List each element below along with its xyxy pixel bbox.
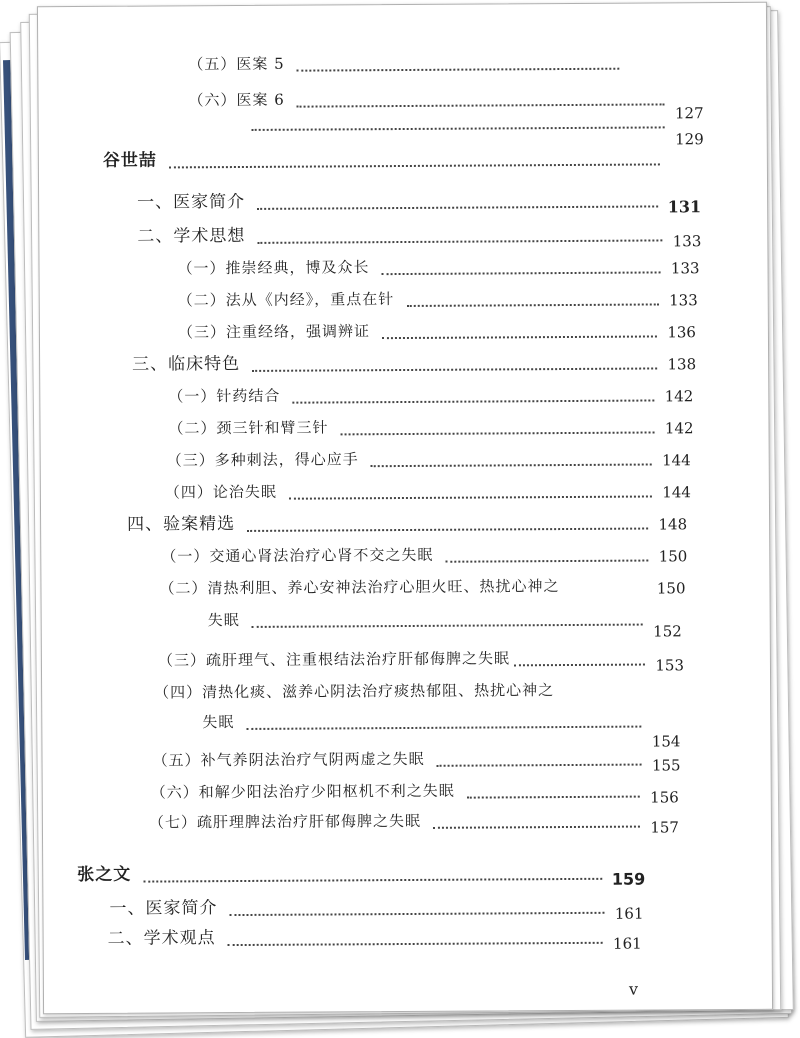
toc-entry-page: 142 — [664, 419, 694, 438]
toc-entry-label: 张之文 — [77, 864, 132, 886]
toc-entry-page: 159 — [611, 869, 646, 889]
toc-entry-page: 129 — [675, 130, 704, 149]
toc-page — [37, 2, 773, 1014]
toc-entry-page: 133 — [670, 259, 700, 278]
toc-entry-page: 156 — [650, 788, 679, 807]
toc-entry-label: （七）疏肝理脾法治疗肝郁侮脾之失眠 — [148, 811, 421, 832]
toc-entry-page: 150 — [658, 547, 688, 566]
toc-entry-label: 三、临床特色 — [132, 354, 241, 375]
toc-entry[interactable] — [165, 479, 691, 502]
toc-entry-label: 二、学术思想 — [137, 225, 246, 247]
leader-dots — [246, 726, 641, 730]
toc-entry[interactable] — [188, 51, 658, 74]
toc-entry-label: （五）医案 5 — [188, 54, 285, 74]
leader-dots — [252, 126, 665, 131]
leader-dots — [382, 271, 661, 275]
toc-entry[interactable] — [107, 926, 642, 953]
toc-entry-page: 152 — [653, 622, 682, 641]
leader-dots — [341, 431, 655, 435]
toc-entry[interactable] — [148, 809, 680, 837]
toc-entry-label: （二）法从《内经》，重点在针 — [177, 290, 395, 310]
page-number: v — [628, 979, 639, 999]
toc-entry[interactable] — [137, 223, 702, 251]
toc-entry-page: 136 — [667, 323, 696, 342]
toc-entry-page: 161 — [614, 904, 644, 923]
leader-dots — [247, 528, 648, 532]
toc-entry-label: （六）医案 6 — [188, 90, 285, 110]
leader-dots — [433, 826, 640, 829]
leader-dots — [437, 764, 642, 767]
leader-dots — [292, 399, 654, 403]
leader-dots — [257, 239, 662, 243]
toc-entry[interactable] — [159, 575, 685, 598]
leader-dots — [252, 624, 643, 628]
toc-entry-label: 一、医家简介 — [137, 191, 246, 213]
toc-entry[interactable] — [152, 747, 681, 775]
toc-entry[interactable] — [167, 447, 691, 470]
toc-entry[interactable] — [127, 511, 687, 534]
toc-entry-continuation — [207, 607, 682, 641]
toc-author-entry[interactable] — [103, 147, 703, 171]
toc-entry-label: （四）论治失眠 — [164, 482, 277, 502]
toc-entry-label: 失眠 — [207, 611, 240, 630]
toc-entry[interactable] — [178, 287, 698, 310]
toc-entry-label: 失眠 — [202, 713, 235, 732]
leader-dots — [252, 367, 657, 371]
toc-entry[interactable] — [168, 383, 693, 406]
toc-entry[interactable] — [157, 647, 685, 675]
toc-entry-label: （一）推崇经典，博及众长 — [177, 258, 370, 278]
toc-author-entry[interactable] — [77, 862, 646, 889]
toc-entry-label: （一）针药结合 — [168, 386, 281, 406]
toc-entry-page: 148 — [658, 515, 688, 534]
toc-entry-page: 138 — [667, 355, 697, 374]
toc-entry[interactable] — [178, 319, 696, 342]
toc-entry-page: 155 — [651, 756, 681, 775]
toc-entry-label: （四）清热化痰、滋养心阴法治疗痰热郁阻、热扰心神之 — [154, 681, 555, 702]
leader-dots — [445, 560, 648, 563]
toc-entry-label: 谷世喆 — [102, 150, 157, 171]
toc-entry-continuation — [202, 709, 681, 751]
toc-entry[interactable] — [109, 896, 644, 923]
toc-entry-page: 133 — [669, 291, 698, 310]
leader-dots — [371, 463, 652, 467]
toc-entry[interactable] — [154, 679, 682, 702]
toc-entry-page: 144 — [662, 451, 691, 470]
toc-entry[interactable] — [150, 779, 679, 807]
toc-entry[interactable] — [177, 255, 699, 278]
toc-entry-label: （三）注重经络，强调辨证 — [177, 322, 370, 342]
toc-entry-page: 150 — [656, 579, 686, 598]
toc-entry-page: 157 — [650, 818, 680, 837]
toc-entry-page: 131 — [667, 197, 702, 217]
toc-entry-label: 一、医家简介 — [109, 898, 218, 919]
toc-entry[interactable] — [161, 543, 687, 566]
toc-entry-label: （六）和解少阳法治疗少阳枢机不利之失眠 — [150, 781, 455, 802]
leader-dots — [514, 664, 645, 667]
leader-dots — [297, 68, 620, 72]
leader-dots — [257, 205, 658, 209]
toc-entry-page: 144 — [662, 483, 691, 502]
toc-entry-label: （一）交通心肾法治疗心肾不交之失眠 — [161, 545, 434, 566]
leader-dots — [169, 163, 660, 168]
toc-entry-label: （二）颈三针和臂三针 — [168, 418, 329, 438]
toc-entry-page: 154 — [651, 732, 681, 751]
leader-dots — [229, 912, 604, 916]
toc-entry-label: （三）多种刺法，得心应手 — [166, 450, 359, 470]
leader-dots — [406, 303, 659, 307]
toc-entry-page: 142 — [664, 387, 694, 406]
leader-dots — [467, 796, 640, 799]
leader-dots — [228, 942, 603, 946]
toc-entry[interactable] — [132, 351, 696, 374]
toc-entry[interactable] — [188, 87, 704, 123]
toc-entry-label: （三）疏肝理气、注重根结法治疗肝郁侮脾之失眠 — [157, 649, 510, 670]
toc-entry-page: 153 — [655, 656, 685, 675]
leader-dots — [297, 103, 665, 107]
toc-entry-label: （二）清热利胆、养心安神法治疗心胆火旺、热扰心神之 — [159, 577, 560, 598]
leader-dots — [382, 335, 657, 339]
toc-entry-label: （五）补气养阴法治疗气阴两虚之失眠 — [152, 749, 425, 770]
toc-entry-page: 161 — [612, 934, 642, 953]
toc-entry-page: 127 — [674, 104, 704, 123]
toc-entry[interactable] — [137, 189, 702, 217]
toc-entry-label: 二、学术观点 — [107, 928, 216, 949]
toc-entry[interactable] — [168, 415, 693, 438]
leader-dots — [289, 495, 652, 499]
leader-dots — [143, 878, 602, 883]
toc-entry-label: 四、验案精选 — [127, 514, 236, 535]
toc-leader-row — [189, 119, 704, 149]
toc-entry-page: 133 — [672, 232, 702, 251]
